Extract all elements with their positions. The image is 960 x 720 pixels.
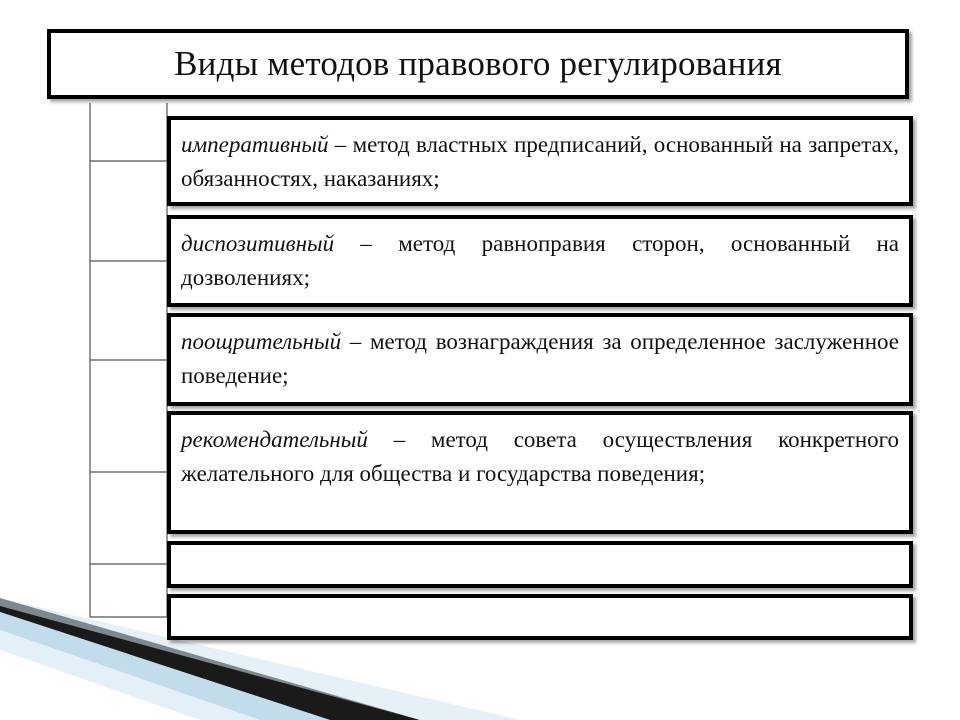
method-box-dispositive [167,215,913,307]
title-box [47,29,909,99]
method-term: диспозитивный [181,231,335,256]
method-description: – метод вознаграждения за определенное заслуженное поведение; [181,329,899,388]
method-term: рекомендательный [181,427,368,452]
method-box-empty [167,594,913,640]
method-description: – метод равноправия сторон, основанный на дозволениях; [181,231,899,290]
method-box-empty [167,541,913,588]
method-box-imperative [167,116,913,206]
diagram-title: Виды методов правового регулирования [174,44,782,83]
method-box-recommendatory [167,411,913,534]
method-description: – метод властных предписаний, основанный на запретах, обязанностях, наказаниях; [181,132,899,191]
method-description: – метод совета осуществления конкретного желательного для общества и государства поведения; [181,427,899,486]
method-box-incentive [167,313,913,406]
method-term: императивный [181,132,329,157]
method-term: поощрительный [181,329,342,354]
